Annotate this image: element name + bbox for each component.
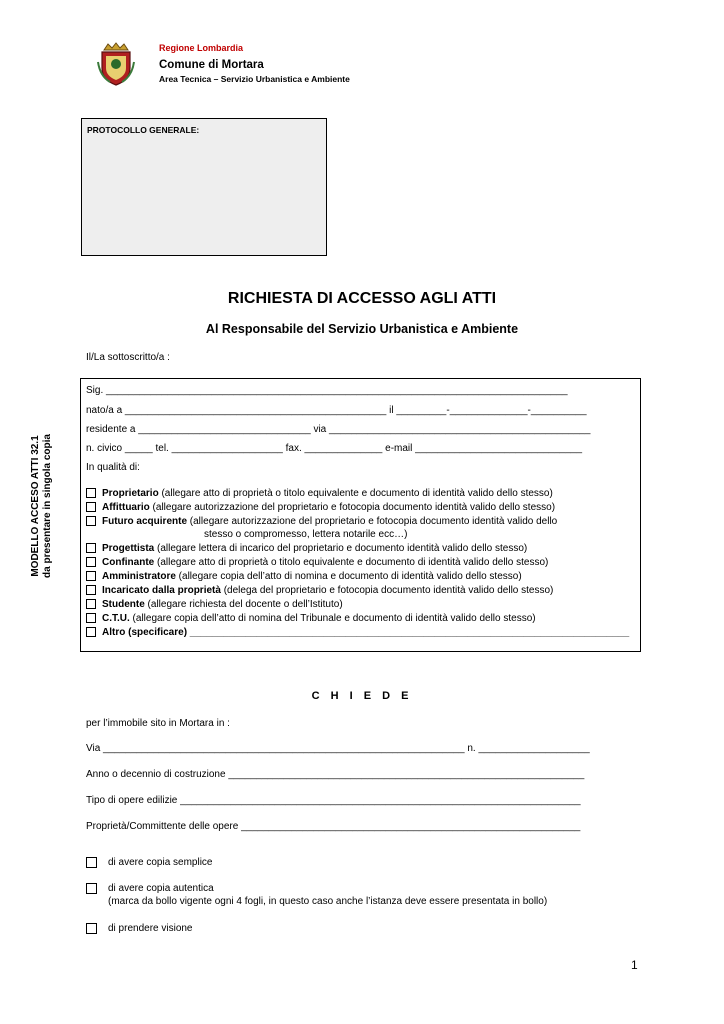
anno-field[interactable]: Anno o decennio di costruzione ________________________________________________________________ <box>86 769 585 780</box>
checkbox[interactable] <box>86 502 96 512</box>
tipo-opere-field[interactable]: Tipo di opere edilizie ________________________________________________________________________ <box>86 795 581 806</box>
intro-text: Il/La sottoscritto/a : <box>86 352 170 363</box>
checkbox[interactable] <box>86 857 97 868</box>
option-ctu[interactable]: C.T.U. (allegare copia dell’atto di nomina del Tribunale e documento di identità valido dello stesso) <box>86 613 536 624</box>
option-altro[interactable]: Altro (specificare) _______________________________________________________________________________ <box>86 627 629 638</box>
checkbox[interactable] <box>86 557 96 567</box>
nato-field[interactable]: nato/a a _______________________________________________ il _________-______________-__________ <box>86 405 587 416</box>
side-label-line1: MODELLO ACCESO ATTI 32.1 <box>30 435 41 577</box>
option-proprietario[interactable]: Proprietario (allegare atto di proprietà o titolo equivalente e documento di identità valido dello stesso) <box>86 488 553 499</box>
residente-field[interactable]: residente a _______________________________ via _______________________________________________ <box>86 424 591 435</box>
option-incaricato[interactable]: Incaricato dalla proprietà (delega del proprietario e fotocopia documento identità valido dello stesso) <box>86 585 553 596</box>
region-label: Regione Lombardia <box>159 43 244 53</box>
comune-label: Comune di Mortara <box>159 59 264 71</box>
request-copia-semplice[interactable]: di avere copia semplice <box>86 857 213 868</box>
sig-field[interactable]: Sig. ___________________________________________________________________________________ <box>86 385 568 396</box>
request-prendere-visione[interactable]: di prendere visione <box>86 923 193 934</box>
protocollo-label: PROTOCOLLO GENERALE: <box>87 125 200 135</box>
checkbox[interactable] <box>86 599 96 609</box>
civico-field[interactable]: n. civico _____ tel. ____________________ fax. ______________ e-mail ______________________________ <box>86 443 583 454</box>
checkbox[interactable] <box>86 613 96 623</box>
protocollo-box <box>81 118 327 256</box>
applicant-box <box>80 378 641 652</box>
chiede-heading: C H I E D E <box>311 690 413 702</box>
checkbox[interactable] <box>86 571 96 581</box>
side-model-label <box>30 416 54 596</box>
option-futuro-acquirente-cont: stesso o compromesso, lettera notarile ecc…) <box>204 529 408 540</box>
page-title: RICHIESTA DI ACCESSO AGLI ATTI <box>227 290 497 307</box>
option-progettista[interactable]: Progettista (allegare lettera di incarico del proprietario e documento identità valido dello stesso) <box>86 543 527 554</box>
option-studente[interactable]: Studente (allegare richiesta del docente o dell’Istituto) <box>86 599 343 610</box>
option-confinante[interactable]: Confinante (allegare atto di proprietà o titolo equivalente e documento di identità valido dello stesso) <box>86 557 548 568</box>
option-affittuario[interactable]: Affittuario (allegare autorizzazione del proprietario e fotocopia documento identità valido dello stesso) <box>86 502 555 513</box>
option-futuro-acquirente[interactable]: Futuro acquirente (allegare autorizzazione del proprietario e fotocopia documento identità valido dello <box>86 516 557 527</box>
via-field[interactable]: Via _________________________________________________________________ n. ____________________ <box>86 743 590 754</box>
checkbox[interactable] <box>86 488 96 498</box>
request-copia-autentica[interactable]: di avere copia autentica <box>86 883 214 894</box>
proprieta-field[interactable]: Proprietà/Committente delle opere _____________________________________________________________ <box>86 821 581 832</box>
copia-autentica-note: (marca da bollo vigente ogni 4 fogli, in questo caso anche l’istanza deve essere presentata in bollo) <box>108 896 548 907</box>
checkbox[interactable] <box>86 627 96 637</box>
option-amministratore[interactable]: Amministratore (allegare copia dell’atto di nomina e documento di identità valido dello stesso) <box>86 571 522 582</box>
checkbox[interactable] <box>86 516 96 526</box>
checkbox[interactable] <box>86 883 97 894</box>
page-number: 1 <box>631 958 638 972</box>
area-label: Area Tecnica – Servizio Urbanistica e Ambiente <box>159 74 350 84</box>
side-label-line2: da presentare in singola copia <box>42 434 53 578</box>
checkbox[interactable] <box>86 585 96 595</box>
page-subtitle: Al Responsabile del Servizio Urbanistica e Ambiente <box>205 322 519 336</box>
immobile-intro: per l’immobile sito in Mortara in : <box>86 718 230 729</box>
checkbox[interactable] <box>86 543 96 553</box>
qualita-label: In qualità di: <box>86 462 140 473</box>
checkbox[interactable] <box>86 923 97 934</box>
coat-of-arms-logo <box>96 42 136 86</box>
